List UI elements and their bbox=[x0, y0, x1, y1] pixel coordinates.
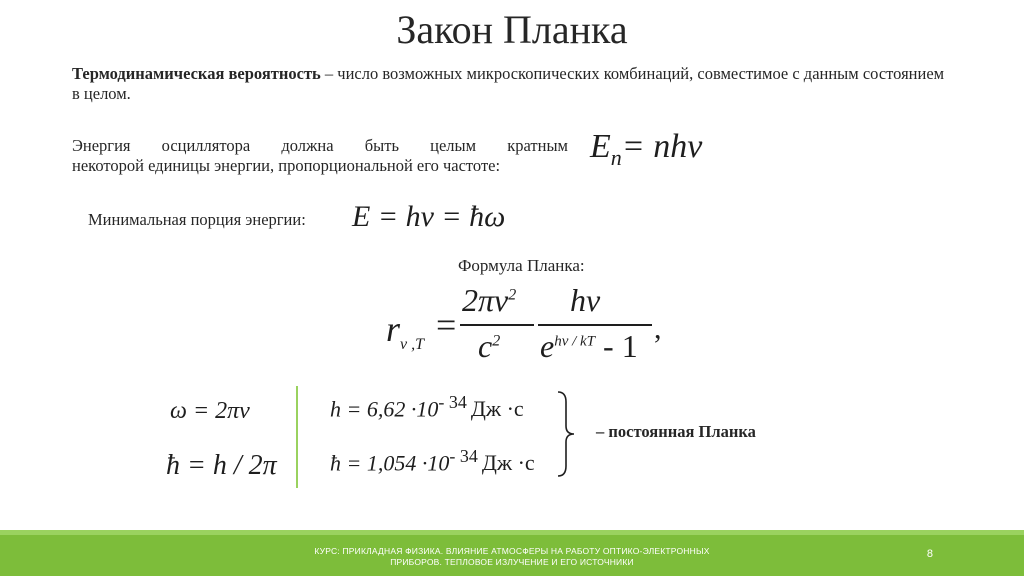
hbar-value-exponent: - 34 bbox=[449, 446, 478, 466]
planck-formula bbox=[380, 282, 680, 372]
hbar-value-formula: ħ = $1,054 \cdot 10^{- 34}$ Дж ·с bbox=[330, 446, 535, 476]
h-value-exponent: - 34 bbox=[438, 392, 467, 412]
planck-denominator-1: $c^2$ bbox=[478, 328, 501, 364]
planck-numerator-1: $2\pi\nu^2$ bbox=[462, 282, 517, 318]
planck-denominator-2: $e^{h\nu / kT} - 1$ bbox=[540, 328, 638, 364]
definition-term: Термодинамическая вероятность bbox=[72, 64, 321, 83]
energy-subscript: n bbox=[610, 144, 622, 170]
planck-formula-label: Формула Планка: bbox=[458, 256, 585, 275]
right-brace bbox=[556, 390, 576, 478]
planck-equals: = bbox=[436, 305, 457, 345]
slide-title: Закон Планка bbox=[396, 7, 628, 52]
h-value-unit: Дж ·с bbox=[470, 396, 524, 422]
footer-bar bbox=[0, 535, 1024, 576]
hbar-formula: ħ = h / 2π bbox=[166, 450, 277, 481]
energy-symbol: E bbox=[590, 128, 611, 165]
oscillator-line-1: Энергия осциллятора должна быть целым кратным bbox=[72, 136, 568, 155]
planck-constant-label: – постоянная Планка bbox=[596, 422, 756, 441]
page-number: 8 bbox=[926, 548, 934, 560]
planck-lhs-subscript: ν ,T bbox=[400, 336, 425, 354]
energy-levels-formula bbox=[590, 128, 702, 171]
minimal-energy-formula: E = hν = ħω bbox=[352, 200, 506, 233]
omega-formula: ω = 2πν bbox=[170, 398, 250, 424]
oscillator-paragraph bbox=[72, 136, 568, 176]
definition-paragraph bbox=[72, 64, 952, 104]
vertical-divider bbox=[296, 386, 298, 488]
h-value-formula: $h = 6,62 \cdot 10^{- 34}$ Дж ·с bbox=[330, 392, 524, 422]
planck-numerator-2: hν bbox=[570, 282, 601, 318]
planck-trailing-comma: , bbox=[654, 312, 662, 345]
minimal-portion-label: Минимальная порция энергии: bbox=[88, 210, 306, 229]
energy-rhs: = nhν bbox=[621, 128, 703, 165]
hbar-value-unit: Дж ·с bbox=[481, 450, 535, 476]
planck-exponent: hν / kT bbox=[554, 333, 596, 350]
footer-course-text: КУРС: ПРИКЛАДНАЯ ФИЗИКА. ВЛИЯНИЕ АТМОСФЕРЫ НА РАБОТУ ОПТИКО-ЭЛЕКТРОННЫХ ПРИБОРОВ. ТЕПЛОВОЕ ИЗЛУЧЕНИЕ И ЕГО ИСТОЧНИКИ bbox=[314, 546, 710, 567]
planck-lhs: $r_{\nu ,T}$ bbox=[386, 309, 425, 354]
oscillator-line-2: некоторой единицы энергии, пропорциональной его частоте: bbox=[72, 156, 501, 175]
definition-text: – число возможных микроскопических комбинаций, совместимое с данным состоянием в целом. bbox=[72, 64, 945, 103]
planck-fraction-bar-2 bbox=[538, 324, 652, 326]
planck-fraction-bar-1 bbox=[460, 324, 534, 326]
